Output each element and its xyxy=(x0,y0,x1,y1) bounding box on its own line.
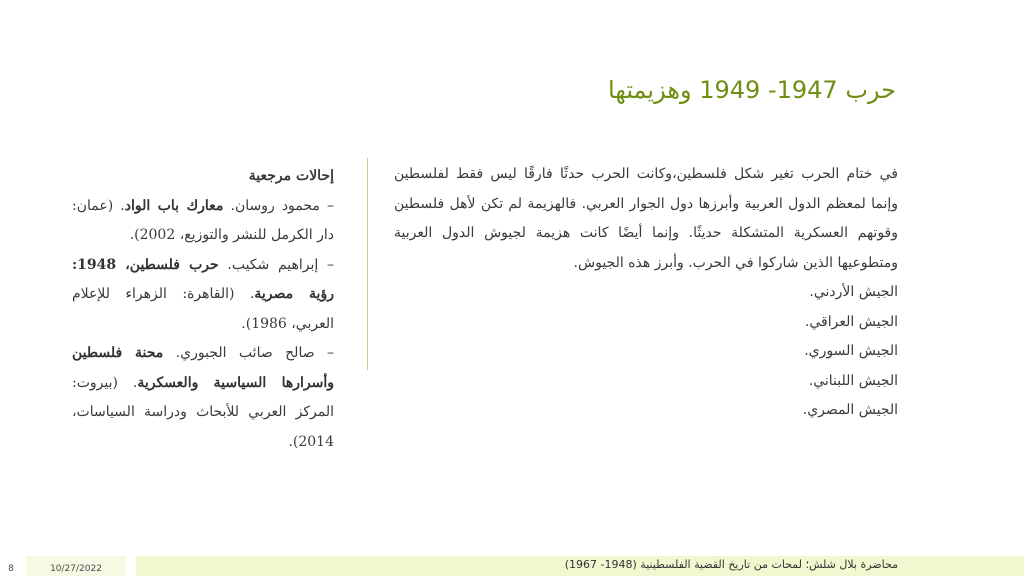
references-column xyxy=(72,162,334,457)
reference-publication: . (بيروت: المركز العربي للأبحاث ودراسة السياسات، 2014). xyxy=(72,374,334,450)
reference-publication: . (عمان: دار الكرمل للنشر والتوزيع، 2002). xyxy=(72,197,334,243)
page-number: 8 xyxy=(8,564,14,574)
reference-author: – صالح صائب الجبوري. xyxy=(163,345,335,361)
reference-book-title: معارك باب الواد xyxy=(124,197,224,214)
footer-band xyxy=(136,556,1024,576)
list-item: الجيش الأردني. xyxy=(809,284,898,300)
slide-title: حرب 1947- 1949 وهزيمتها xyxy=(607,76,896,104)
reference-book-title: محنة فلسطين وأسرارها السياسية والعسكرية xyxy=(72,345,334,391)
reference-item xyxy=(72,339,334,457)
list-item: الجيش المصري. xyxy=(802,402,898,418)
list-item: الجيش السوري. xyxy=(804,343,898,359)
list-item: الجيش اللبناني. xyxy=(808,372,898,389)
footer-date-box xyxy=(26,556,126,576)
footer-text: محاضرة بلال شلش؛ لمحات من تاريخ القضية الفلسطينية (1948- 1967) xyxy=(564,558,898,571)
column-divider xyxy=(367,158,368,370)
reference-author: – محمود روسان. xyxy=(223,197,335,214)
armies-list xyxy=(394,278,898,426)
reference-item xyxy=(72,251,334,340)
footer-date: 10/27/2022 xyxy=(50,564,102,574)
references-heading: إحالات مرجعية xyxy=(248,168,334,184)
intro-paragraph: في ختام الحرب تغير شكل فلسطين،وكانت الحرب حدثًا فارقًا ليس فقط لفلسطين وإنما لمعظم الدول العربية وأبرزها دول الجوار العربي. فالهزيمة لم تكن لأهل فلسطين وقوتهم العسكرية المتشكلة حديثًا. وإنما أيضًا كانت هزيمة لجيوش الدول العربية ومتطوعيها الذين شاركوا في الحرب. وأبرز هذه الجيوش. xyxy=(394,166,898,271)
reference-author: – إبراهيم شكيب. xyxy=(218,256,335,273)
reference-item xyxy=(72,192,334,251)
reference-publication: . (القاهرة: الزهراء للإعلام العربي، 1986). xyxy=(72,286,334,332)
main-content-column xyxy=(394,160,898,426)
footer-page-box xyxy=(0,556,22,576)
list-item: الجيش العراقي. xyxy=(804,313,898,330)
reference-book-title: حرب فلسطين، 1948: رؤية مصرية xyxy=(72,256,334,302)
